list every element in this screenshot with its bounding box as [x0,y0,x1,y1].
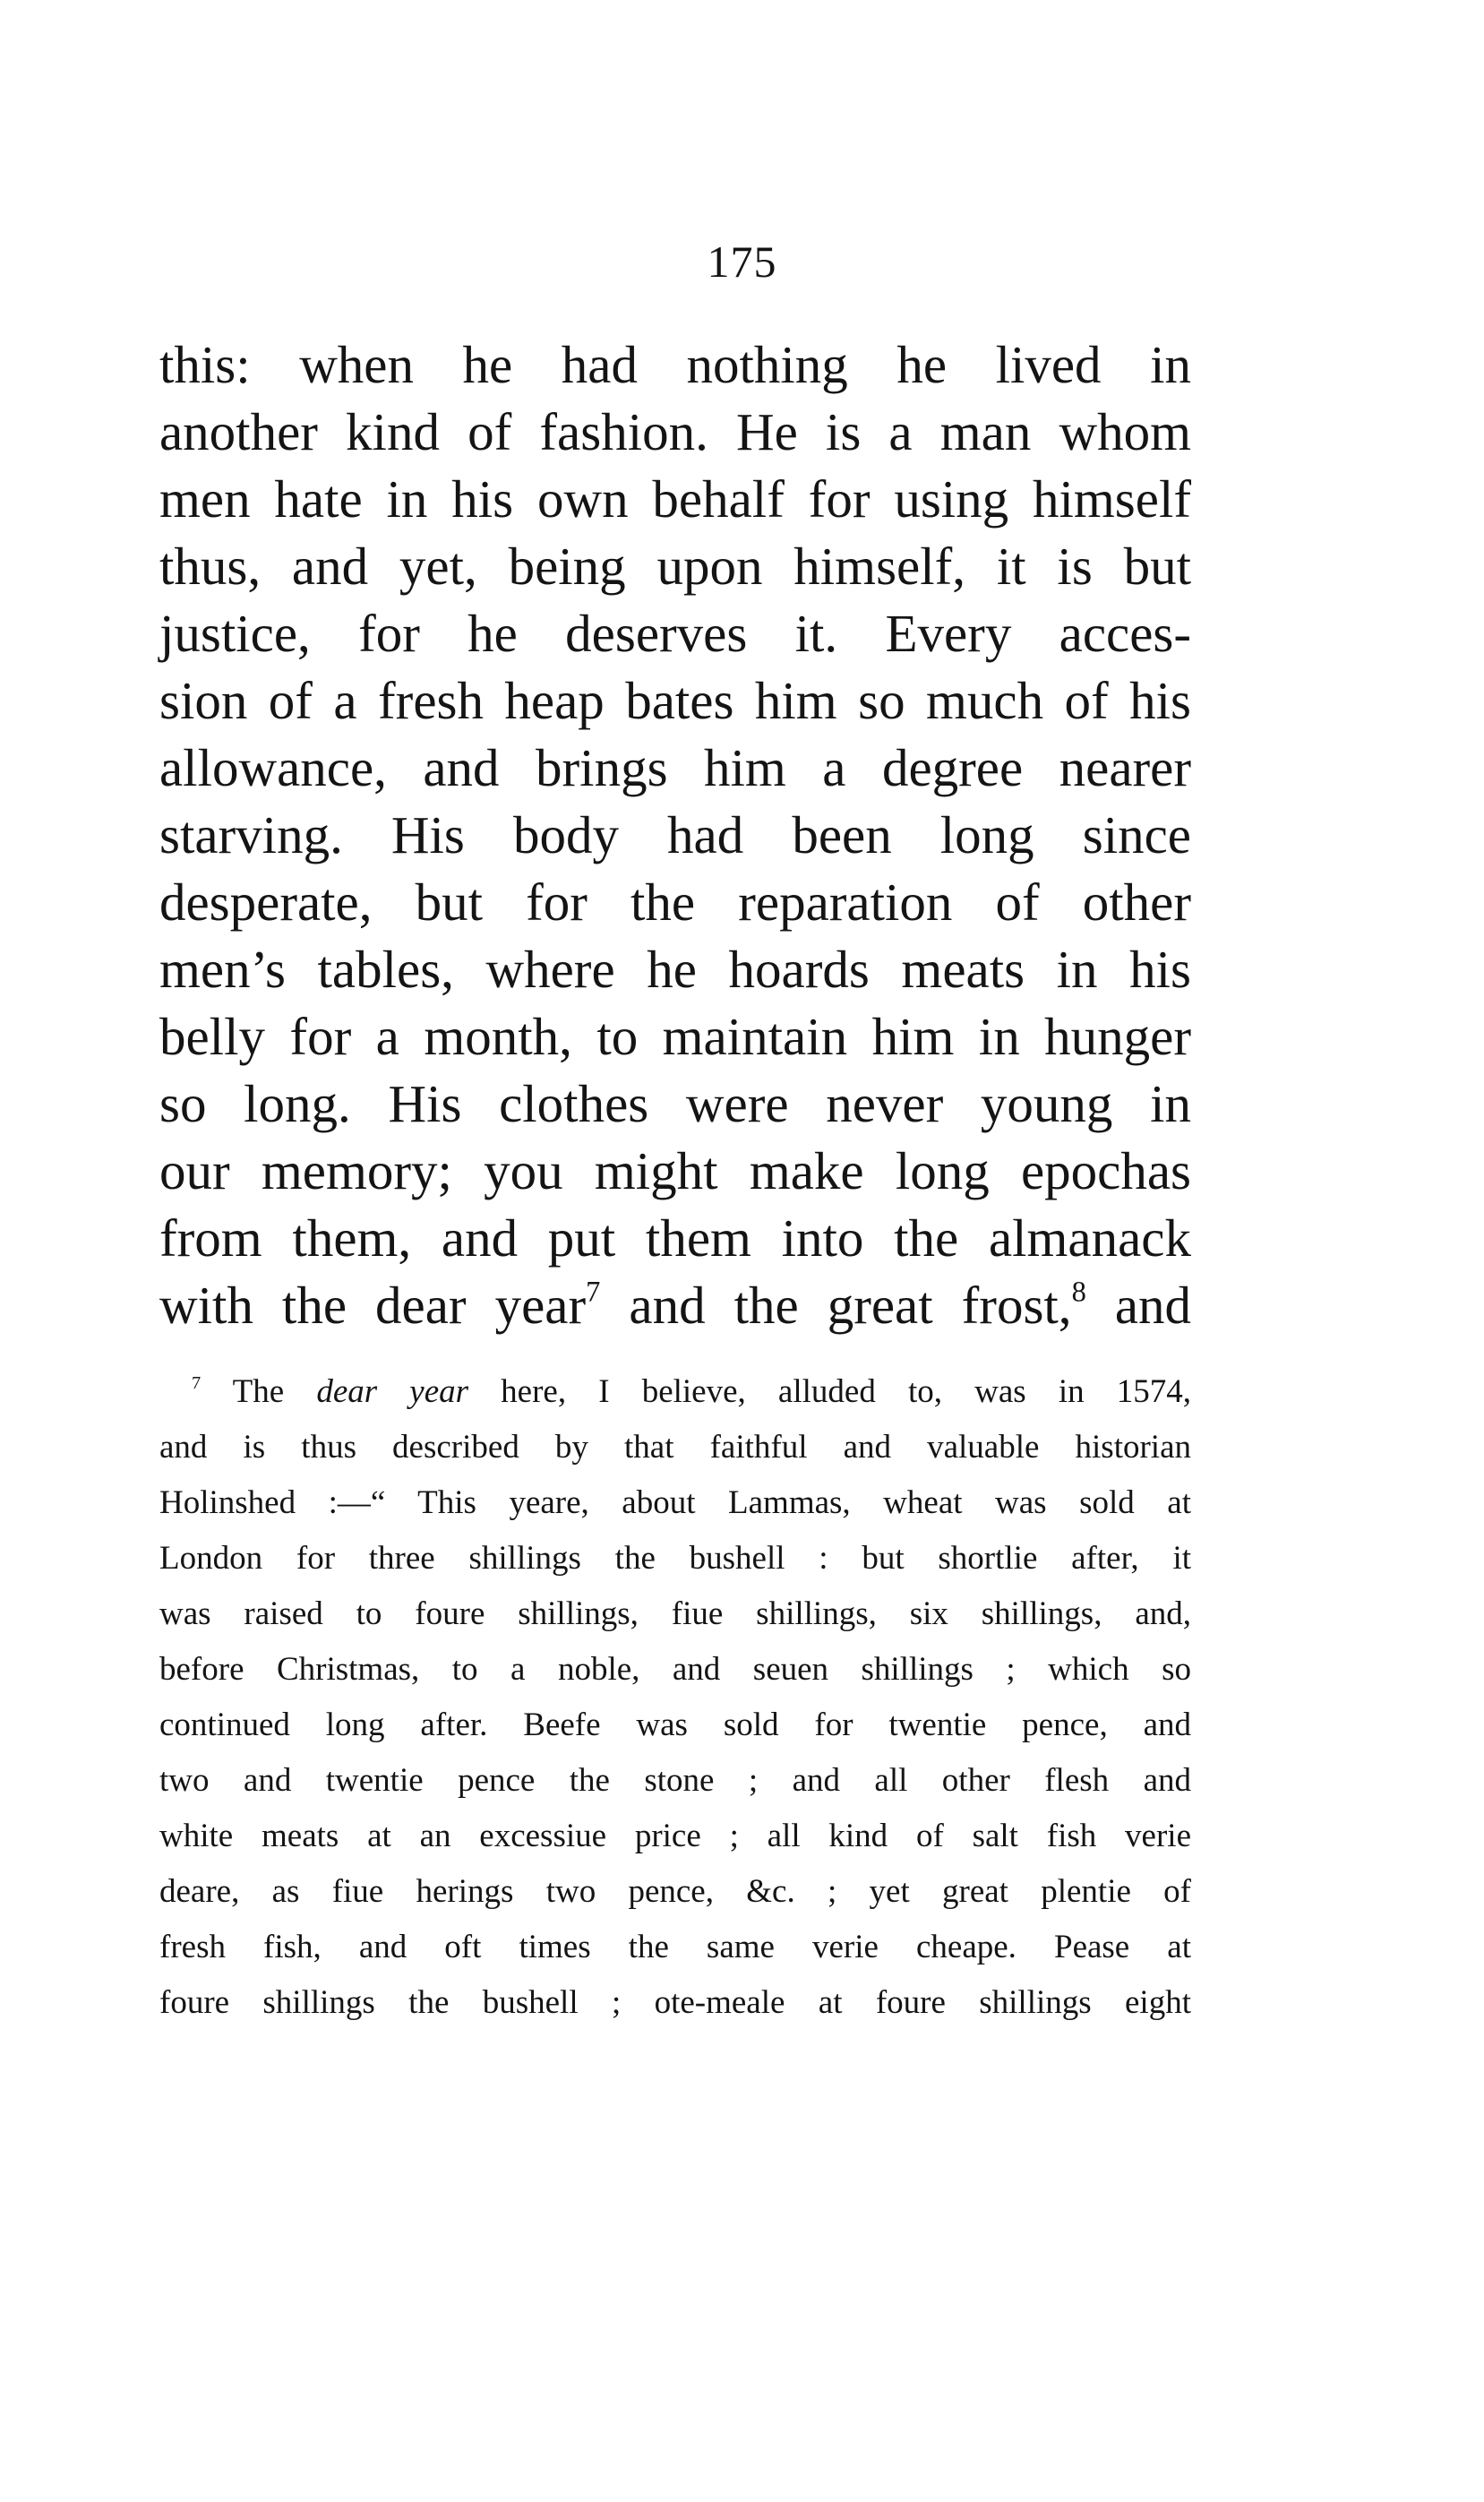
body-line: so long. His clothes were never young in [159,1074,1191,1133]
footnote-reference-8[interactable]: 8 [1071,1276,1086,1309]
body-line: from them, and put them into the almanack [159,1208,1191,1268]
body-line: men’s tables, where he hoards meats in his [159,940,1191,999]
footnote-italic-term: dear year [316,1373,469,1410]
footnote-line: London for three shillings the bushell : but shortlie after, it [159,1540,1191,1577]
footnote-line: and is thus described by that faithful and valuable historian [159,1429,1191,1466]
footnote-line: continued long after. Beefe was sold for twentie pence, and [159,1707,1191,1743]
body-last-line [159,1272,1191,1339]
footnote-reference-7[interactable]: 7 [586,1276,601,1309]
footnote-line: foure shillings the bushell ; ote-meale at foure shillings eight [159,1984,1191,2021]
body-line: our memory; you might make long epochas [159,1141,1191,1200]
body-line: thus, and yet, being upon himself, it is but [159,537,1191,596]
footnote-line: fresh fish, and oft times the same verie cheape. Pease at [159,1929,1191,1965]
body-line: another kind of fashion. He is a man whom [159,402,1191,461]
footnote-line: was raised to foure shillings, fiue shillings, six shillings, and, [159,1595,1191,1632]
footnote-lead: The [201,1373,317,1410]
body-line: desperate, but for the reparation of other [159,873,1191,932]
footnote-line: before Christmas, to a noble, and seuen shillings ; which so [159,1651,1191,1688]
page-number: 175 [707,236,777,287]
footnote-first-line [159,1364,1191,1420]
body-line: sion of a fresh heap bates him so much of his [159,671,1191,730]
body-line: allowance, and brings him a degree nearer [159,738,1191,797]
footnote-line: deare, as fiue herings two pence, &c. ; yet great plentie of [159,1873,1191,1910]
footnote-line: white meats at an excessiue price ; all kind of salt fish verie [159,1818,1191,1854]
body-text-run: with the dear year [159,1276,587,1335]
body-text [159,331,1191,1339]
body-line: justice, for he deserves it. Every acces- [159,604,1191,663]
body-line: belly for a month, to maintain him in hunger [159,1007,1191,1066]
footnote-marker: 7 [192,1372,202,1393]
footnote [159,1364,1191,2031]
body-line: men hate in his own behalf for using himself [159,469,1191,529]
footnote-line: two and twentie pence the stone ; and all other flesh and [159,1762,1191,1799]
footnote-text-run: here, I believe, alluded to, was in 1574, [468,1373,1191,1410]
footnote-line: Holinshed :—“ This yeare, about Lammas, wheat was sold at [159,1484,1191,1521]
body-line: this: when he had nothing he lived in [159,335,1191,394]
body-line: starving. His body had been long since [159,805,1191,864]
body-text-run: and [1085,1276,1192,1335]
body-text-run: and the great frost, [600,1276,1072,1335]
